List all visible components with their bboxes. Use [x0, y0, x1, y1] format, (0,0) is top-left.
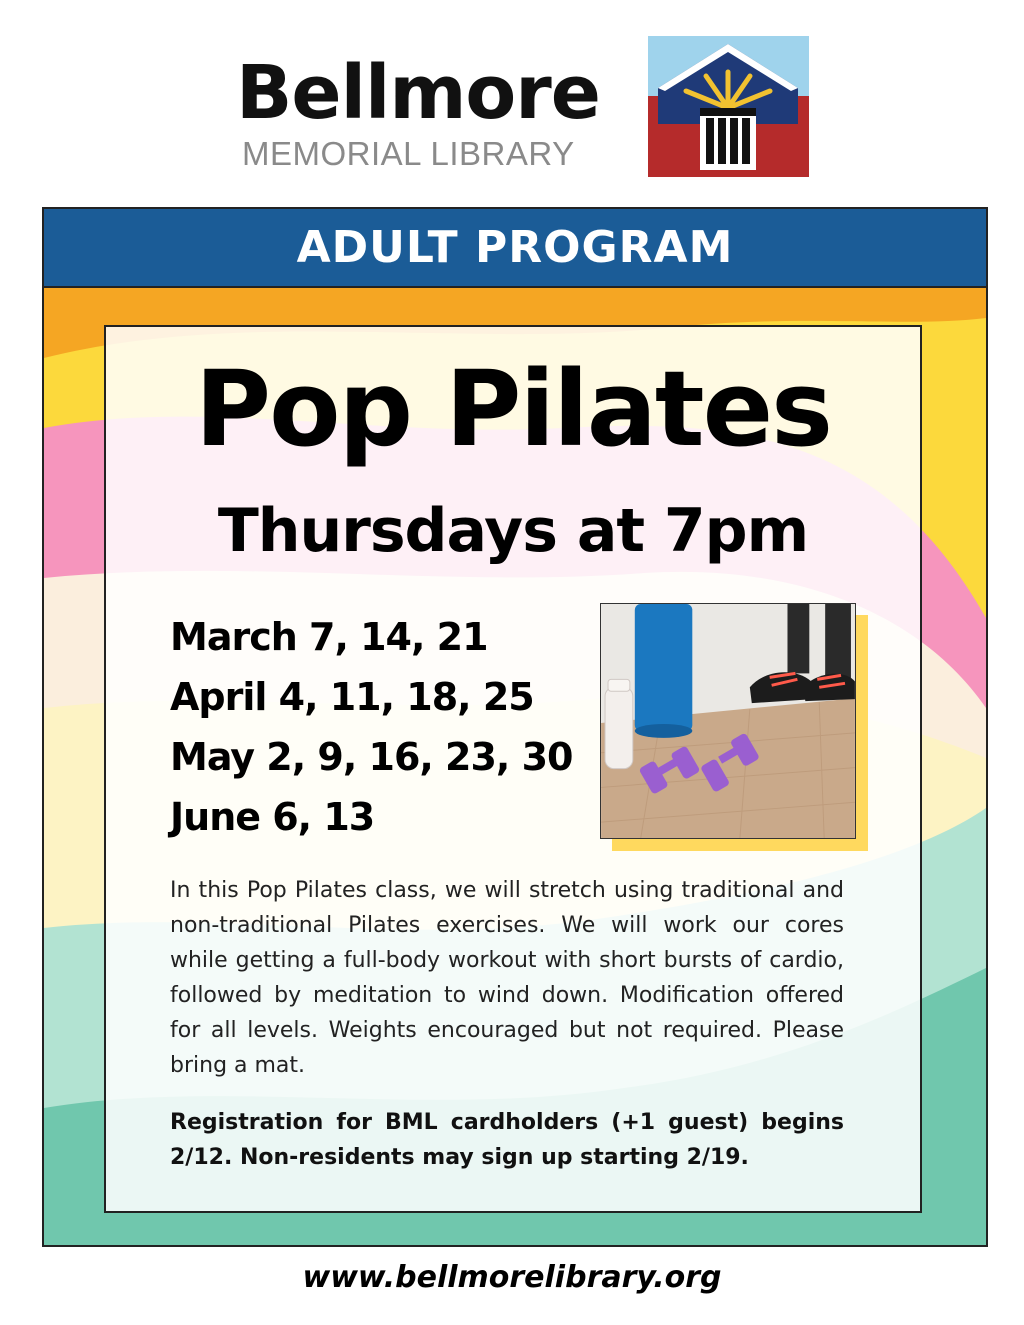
fitness-photo-icon — [600, 603, 856, 839]
library-name: Bellmore — [236, 50, 600, 136]
program-type-label: ADULT PROGRAM — [296, 222, 734, 273]
program-title: Pop Pilates — [194, 348, 832, 470]
library-website-link[interactable]: www.bellmorelibrary.org — [302, 1260, 722, 1295]
registration-note: Registration for BML cardholders (+1 guest) begins 2/12. Non-residents may sign up starting 2/19. — [170, 1110, 844, 1170]
library-subtitle: MEMORIAL LIBRARY — [242, 135, 575, 172]
program-frame — [42, 207, 988, 1247]
date-list — [170, 607, 572, 847]
library-brand — [236, 50, 616, 180]
date-list-item: April 4, 11, 18, 25 — [170, 675, 534, 719]
date-list-item: March 7, 14, 21 — [170, 615, 488, 659]
program-banner — [44, 209, 986, 288]
program-description: In this Pop Pilates class, we will stretch using traditional and non-traditional Pilates exercises. We will work our cores while getting a full-body workout with short bursts of cardio, followed by meditation to wind down. Modification offered for all levels. Weights encouraged but not required. Please bring a mat. — [170, 878, 844, 1078]
date-list-item: May 2, 9, 16, 23, 30 — [170, 735, 573, 779]
date-list-item: June 6, 13 — [170, 795, 375, 839]
program-schedule: Thursdays at 7pm — [217, 496, 809, 566]
program-panel — [104, 325, 922, 1213]
library-building-logo-icon — [648, 36, 809, 177]
